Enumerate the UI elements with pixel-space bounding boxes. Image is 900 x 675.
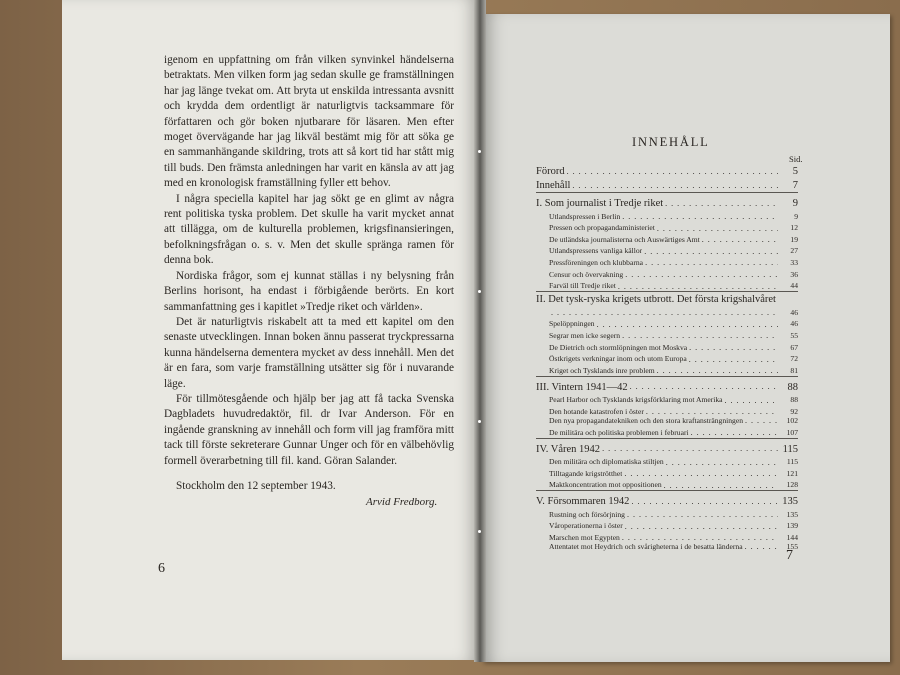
toc-chapter [536,163,798,177]
toc-chapter [536,195,798,209]
toc-section [536,232,798,244]
toc-entry-label: Tilltagande krigströtthet [549,468,623,478]
toc-divider [536,438,798,439]
preface-paragraph: Nordiska frågor, som ej kunnat ställas i ny belysning från Berlins horisont, ha endast i förbigående berörts. En kort sammanfattning ges i kapitlet »Tredje riket och världen». [164,269,454,313]
toc-entry-page: 88 [790,395,798,405]
toc-entry-label: Maktkoncentration mot oppositionen [549,480,662,490]
toc-leader-dots [745,417,778,425]
toc-section [536,466,798,478]
toc-entry-page: 5 [792,166,798,177]
toc-leader-dots [646,408,778,416]
toc-section [536,416,798,425]
toc-entry-label: Pressföreningen och klubbarna [549,257,644,267]
binding-stitch [478,420,481,423]
toc-entry-label: Segrar men icke segern [549,330,621,340]
toc-leader-dots [745,543,778,551]
toc-entry-page: 81 [790,365,798,375]
toc-entry-label: Spelöppningen [549,319,595,329]
toc-leader-dots [702,236,778,244]
author-signature: Arvid Fredborg. [366,496,438,508]
toc-section [536,507,798,519]
toc-entry-label: Våroperationerna i öster [549,521,623,531]
toc-entry-page: 155 [786,542,798,552]
toc-chapter [536,379,798,393]
toc-leader-dots [597,321,778,329]
book-gutter [474,0,486,662]
preface-paragraph: igenom en uppfattning om från vilken synvinkel händelserna betraktats. Men vilken form jag sedan skulle ge framställningen har jag länge tvekat om. Att bryta ut enskilda intressanta avsnitt och krydda dem ordentligt är naturligtvis tacksammare för författaren och gör boken njutbarare för läsaren. Men efter moget övervägande har jag likväl bestämt mig för att söka ge en sammanhängande skildring, trots att så kort tid har stått mig till buds. Den främsta anledningen har varit en känsla av att jag med en kronologisk framställning fyller ett behov. [164,54,454,190]
toc-entry-page: 135 [782,496,798,508]
toc-section [536,352,798,364]
toc-entry-label: Pearl Harbor och Tysklands krigsförklaring mot Amerika [549,395,723,405]
toc-leader-dots [622,332,778,340]
toc-entry-label: II. Det tysk-ryska krigets utbrott. Det första krigshalvåret [536,294,776,306]
toc-section [536,340,798,352]
toc-entry-page: 19 [790,234,798,244]
toc-entry-page: 44 [790,281,798,291]
toc-entry-page: 7 [792,180,798,191]
toc-leader-dots [630,382,778,393]
preface-paragraph: För tillmötesgående och hjälp ber jag att få tacka Svenska Dagbladets huvudredaktör, fil. dr Ivar Anderson. För en ingående granskning av innehåll och form vill jag framföra mitt tack till förste sekreterare Gunnar Unger och för en välbehövlig formell överarbetning till fil. kand. Göran Salander. [164,392,454,467]
toc-entry-page: 55 [790,330,798,340]
page-number-right: 7 [786,548,793,563]
toc-leader-dots [618,283,778,291]
date-line: Stockholm den 12 september 1943. [176,479,336,492]
toc-chapter [536,294,798,305]
toc-entry-page: 46 [790,319,798,329]
toc-entry-label: Förord [536,166,565,177]
toc-entry-page: 27 [790,246,798,256]
toc-entry-label: I. Som journalist i Tredje riket [536,198,664,209]
toc-section [536,244,798,256]
toc-section [536,530,798,542]
binding-stitch [478,290,481,293]
toc-entry-page: 72 [790,354,798,364]
toc-entry-label: Kriget och Tysklands inre problem [549,365,655,375]
toc-entry-page: 135 [786,509,798,519]
toc-leader-dots [625,523,778,531]
toc-entry-label: Rustning och försörjning [549,509,625,519]
toc-entry-label: De militära och politiska problemen i februari [549,427,689,437]
preface-paragraph: Det är naturligtvis riskabelt att ta med ett kapitel om den senaste utvecklingen. Innan boken ännu passerat tryckpressarna kunna händelserna dementera mycket av dess innehåll. Men det är en fara, som varje framställning utsätter sig för i nuvarande läge. [164,315,454,390]
toc-leader-dots [567,167,778,178]
toc-leader-dots [691,429,778,437]
toc-chapter [536,441,798,455]
toc-entry-label: Östkrigets verkningar inom och utom Europa [549,354,687,364]
toc-entry-label: De utländska journalisterna och Auswärtiges Amt [549,234,700,244]
toc-section [536,425,798,437]
toc-leader-dots [665,199,778,210]
toc-leader-dots [627,511,778,519]
toc-entry-page: 139 [786,521,798,531]
toc-leader-dots [664,482,778,490]
table-of-contents [536,163,798,551]
toc-entry-page: 128 [786,480,798,490]
toc-entry-page: 115 [782,443,798,455]
toc-leader-dots [689,344,778,352]
toc-section [536,305,798,317]
toc-entry-label: Den hotande katastrofen i öster [549,406,644,416]
toc-leader-dots [622,213,778,221]
toc-leader-dots [572,181,778,192]
toc-leader-dots [657,225,778,233]
toc-entry-page: 102 [786,415,798,425]
toc-entry-label: V. Försommaren 1942 [536,496,630,508]
toc-section [536,404,798,416]
toc-entry-label: IV. Våren 1942 [536,443,601,455]
toc-entry-page: 33 [790,257,798,267]
toc-entry-page: 67 [790,342,798,352]
binding-stitch [478,150,481,153]
toc-divider [536,192,798,193]
toc-leader-dots [551,309,778,317]
toc-section [536,221,798,233]
toc-leader-dots [602,444,778,455]
toc-title: INNEHÅLL [632,135,710,149]
toc-entry-page: 12 [790,223,798,233]
toc-entry-page: 36 [790,269,798,279]
toc-entry-label: Den militära och diplomatiska stiltjen [549,457,664,467]
preface-text [164,53,454,494]
toc-leader-dots [645,259,778,267]
toc-entry-label: Den nya propagandatekniken och den stora kraftansträngningen [549,415,743,425]
toc-section [536,255,798,267]
toc-leader-dots [657,367,778,375]
toc-divider [536,490,798,491]
toc-entry-page: 121 [786,468,798,478]
toc-section [536,393,798,405]
toc-section [536,209,798,221]
toc-section [536,317,798,329]
toc-section [536,455,798,467]
toc-entry-label: Pressen och propagandaministeriet [549,223,655,233]
toc-entry-label: Innehåll [536,180,571,191]
toc-entry-label: Attentatet mot Heydrich och svårigheterna i de besatta länderna [549,542,743,552]
toc-leader-dots [644,248,778,256]
toc-chapter [536,177,798,191]
toc-entry-label: Farväl till Tredje riket [549,281,616,291]
page-number-left: 6 [158,561,165,576]
preface-paragraph: I några speciella kapitel har jag sökt ge en glimt av några rent politiska tyska problem. Det skulle ha varit mycket annat att tillägga, om de kulturella problemen, krigsfinansieringen, befolkningsfrågan o. s. v. Men det skulle spränga ramen för denna bok. [164,192,454,267]
toc-section [536,478,798,490]
toc-leader-dots [666,459,778,467]
toc-entry-label: III. Vintern 1941—42 [536,381,628,393]
toc-entry-page: 9 [794,211,798,221]
toc-section [536,542,798,551]
binding-stitch [478,530,481,533]
toc-entry-label: Utlandspressens vanliga källor [549,246,643,256]
toc-entry-page: 88 [787,381,798,393]
toc-divider [536,376,798,377]
toc-entry-page: 144 [786,533,798,543]
toc-page-column-label: Sid. [789,154,803,164]
toc-leader-dots [631,497,778,508]
toc-entry-label: Censur och övervakning [549,269,624,279]
toc-leader-dots [622,534,778,542]
toc-section [536,519,798,531]
toc-chapter [536,493,798,507]
toc-leader-dots [624,470,778,478]
toc-section [536,328,798,340]
toc-entry-label: Marschen mot Egypten [549,533,620,543]
toc-entry-page: 92 [790,406,798,416]
toc-entry-label: Utlandspressen i Berlin [549,211,621,221]
toc-entry-page: 46 [790,307,798,317]
toc-divider [536,291,798,292]
toc-leader-dots [725,397,778,405]
toc-section [536,279,798,291]
toc-leader-dots [625,271,778,279]
toc-entry-label: De Dietrich och stormlöpningen mot Moskva [549,342,688,352]
toc-entry-page: 115 [786,457,798,467]
toc-entry-page: 107 [786,427,798,437]
toc-section [536,363,798,375]
toc-section [536,267,798,279]
toc-entry-page: 9 [792,198,798,209]
toc-leader-dots [689,356,778,364]
